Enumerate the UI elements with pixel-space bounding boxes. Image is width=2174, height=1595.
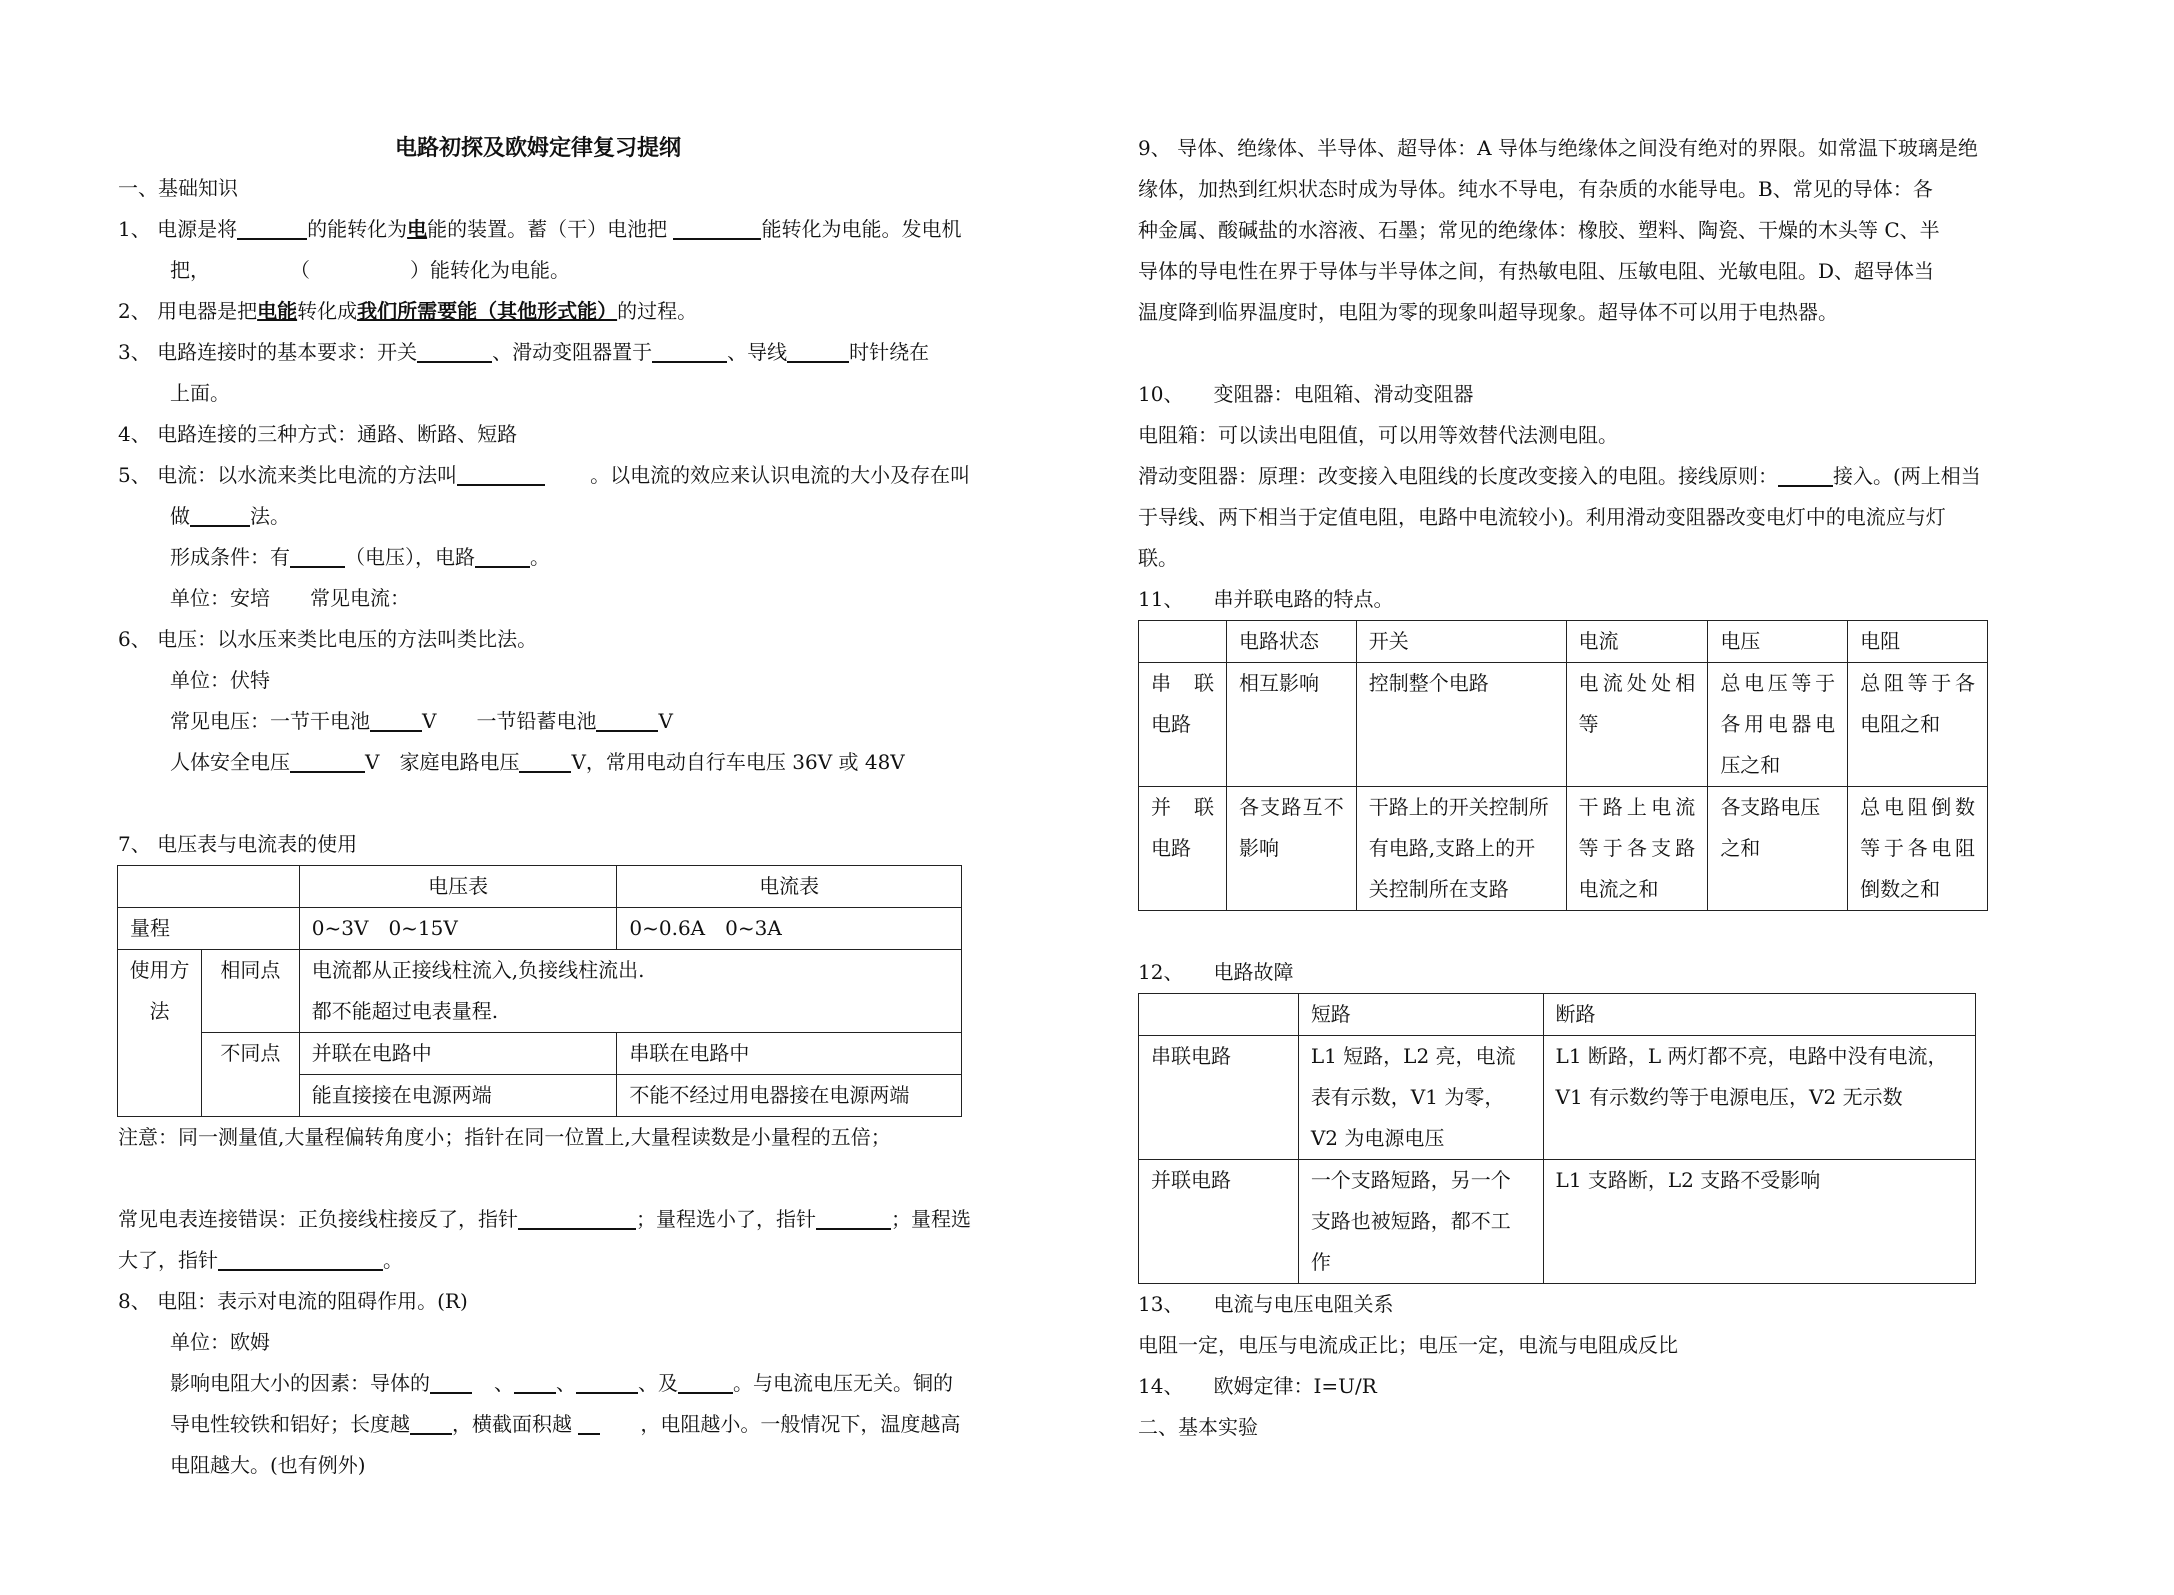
blank [290, 745, 365, 773]
blank [417, 335, 492, 363]
blank [457, 458, 545, 486]
blank [518, 1202, 636, 1230]
item-5-condition: 形成条件：有 （电压），电路 。 [118, 537, 1063, 578]
right-column [1138, 128, 2078, 1448]
table-row [118, 950, 962, 1033]
blank [787, 335, 849, 363]
col-header: 电压 [1708, 621, 1848, 663]
note: 注意：同一测量值,大量程偏转角度小；指针在同一位置上,大量程读数是小量程的五倍； [118, 1125, 891, 1149]
item-1: 1、 电源是将 的能转化为电能的装置。蓄（干）电池把 能转化为电能。发电机 把， （ ）能转化为电能。 [118, 209, 1063, 291]
blank [596, 704, 658, 732]
range-label: 量程 [118, 908, 300, 950]
blank [652, 335, 727, 363]
series-parallel-table [1138, 620, 1988, 911]
blank [673, 212, 761, 240]
table-row: 不同点 并联在电路中 串联在电路中 [118, 1033, 962, 1075]
diff-label: 不同点 [201, 1033, 299, 1117]
table-row [1139, 994, 1976, 1036]
blank [678, 1366, 733, 1394]
item-8-unit: 单位：欧姆 [170, 1330, 270, 1354]
item-14: 14、 欧姆定律：I=U/R [1138, 1374, 1377, 1398]
item-10-slider: 滑动变阻器：原理：改变接入电阻线的长度改变接入的电阻。接线原则： 接入。(两上相当 于导线、两下相当于定值电阻，电路中电流较小)。利用滑动变阻器改变电灯中的电流应与灯 联。 [1138, 456, 2078, 579]
table-row [118, 908, 962, 950]
blank [578, 1407, 600, 1435]
item-10-box: 电阻箱：可以读出电阻值，可以用等效替代法测电阻。 [1138, 423, 1618, 447]
item-6-unit: 单位：伏特 [170, 668, 270, 692]
item-5: 5、 电流：以水流来类比电流的方法叫 。以电流的效应来认识电流的大小及存在叫 做 法。 [118, 455, 1063, 537]
item-11: 11、 串并联电路的特点。 [1138, 587, 1394, 611]
table-row: 并联电路 一个支路短路，另一个支路也被短路，都不工作 L1 支路断，L2 支路不受影响 [1139, 1160, 1976, 1284]
item-8-factors: 影响电阻大小的因素：导体的 、 、 、及 。与电流电压无关。铜的 导电性较铁和铝好；长度越 ，横截面积越 ，电阻越小。一般情况下，温度越高 电阻越大。(也有例外) [118, 1363, 1063, 1486]
range-ammeter: 0~0.6A 0~3A [617, 908, 962, 950]
blank [370, 704, 422, 732]
item-6-common-voltage: 常见电压：一节干电池 V 一节铅蓄电池 V [118, 701, 1063, 742]
table-row: 串联电路 L1 短路，L2 亮，电流表有示数，V1 为零，V2 为电源电压 L1 断路，L 两灯都不亮，电路中没有电流，V1 有示数约等于电源电压，V2 无示数 [1139, 1036, 1976, 1160]
item-6: 6、 电压：以水压来类比电压的方法叫类比法。 [118, 627, 538, 651]
blank [1778, 459, 1833, 487]
row-header-parallel: 并 联电路 [1139, 787, 1227, 911]
blank [237, 212, 307, 240]
col-header: 断路 [1543, 994, 1975, 1036]
table-row: 能直接接在电源两端 不能不经过用电器接在电源两端 [118, 1075, 962, 1117]
blank [190, 499, 250, 527]
row-header-parallel: 并联电路 [1139, 1160, 1299, 1284]
blank [290, 540, 345, 568]
usage-label: 使用方法 [118, 950, 202, 1117]
col-header: 电路状态 [1226, 621, 1356, 663]
blank [576, 1366, 638, 1394]
item-3: 3、 电路连接时的基本要求：开关 、滑动变阻器置于 、导线 时针绕在 上面。 [118, 332, 1063, 414]
col-header: 电阻 [1848, 621, 1988, 663]
table-row [118, 866, 962, 908]
blank [514, 1366, 556, 1394]
item-5-unit: 单位：安培 常见电流： [170, 586, 410, 610]
item-10: 10、 变阻器：电阻箱、滑动变阻器 [1138, 382, 1474, 406]
meter-errors: 常见电表连接错误：正负接线柱接反了，指针 ；量程选小了，指针 ；量程选 大了，指针 。 [118, 1199, 1063, 1281]
item-9: 9、 导体、绝缘体、半导体、超导体：A 导体与绝缘体之间没有绝对的界限。如常温下玻璃是绝 缘体，加热到红炽状态时成为导体。纯水不导电，有杂质的水能导电。B、常见的导体：各 种金属、酸碱盐的水溶液、石墨；常见的绝缘体：橡胶、塑料、陶瓷、干燥的木头等 C、半 导体的导电性在界于导体与半导体之间，有热敏电阻、压敏电阻、光敏电阻。D、超导体当 温度降到临界温度时，电阻为零的现象叫超导现象。超导体不可以用于电热器。 [1138, 136, 1978, 324]
blank [816, 1202, 891, 1230]
fault-table [1138, 993, 1976, 1284]
range-voltmeter: 0~3V 0~15V [299, 908, 617, 950]
item-12: 12、 电路故障 [1138, 960, 1294, 984]
same-points: 电流都从正接线柱流入,负接线柱流出. 都不能超过电表量程. [299, 950, 961, 1033]
table-row: 并 联电路 各支路互不影响 干路上的开关控制所有电路,支路上的开关控制所在支路 干路上电流等于各支路电流之和 各支路电压之和 总电阻倒数等于各电阻倒数之和 [1139, 787, 1988, 911]
blank [475, 540, 530, 568]
section-heading-basics: 一、基础知识 [118, 176, 238, 200]
blank [519, 745, 571, 773]
meter-usage-table [117, 865, 962, 1117]
row-header-series: 串 联电路 [1139, 663, 1227, 787]
section-heading-experiments: 二、基本实验 [1138, 1415, 1258, 1439]
header-ammeter: 电流表 [617, 866, 962, 908]
item-13: 13、 电流与电压电阻关系 [1138, 1292, 1394, 1316]
blank [430, 1366, 472, 1394]
header-voltmeter: 电压表 [299, 866, 617, 908]
left-column [118, 128, 1063, 1486]
item-6-safe-voltage: 人体安全电压 V 家庭电路电压 V，常用电动自行车电压 36V 或 48V [118, 742, 1063, 783]
blank [410, 1407, 452, 1435]
col-header: 短路 [1298, 994, 1543, 1036]
table-row [1139, 621, 1988, 663]
item-7: 7、 电压表与电流表的使用 [118, 832, 358, 856]
page-title: 电路初探及欧姆定律复习提纲 [394, 135, 681, 161]
row-header-series: 串联电路 [1139, 1036, 1299, 1160]
blank [218, 1243, 383, 1271]
item-8: 8、 电阻：表示对电流的阻碍作用。(R) [118, 1289, 468, 1313]
item-4: 4、 电路连接的三种方式：通路、断路、短路 [118, 422, 518, 446]
same-label: 相同点 [201, 950, 299, 1033]
table-row: 串 联电路 相互影响 控制整个电路 电流处处相等 总电压等于各用电器电压之和 总阻等于各电阻之和 [1139, 663, 1988, 787]
item-2: 2、 用电器是把电能转化成我们所需要能（其他形式能）的过程。 [118, 299, 698, 323]
item-13-relation: 电阻一定，电压与电流成正比；电压一定，电流与电阻成反比 [1138, 1333, 1678, 1357]
col-header: 开关 [1356, 621, 1566, 663]
col-header: 电流 [1566, 621, 1708, 663]
